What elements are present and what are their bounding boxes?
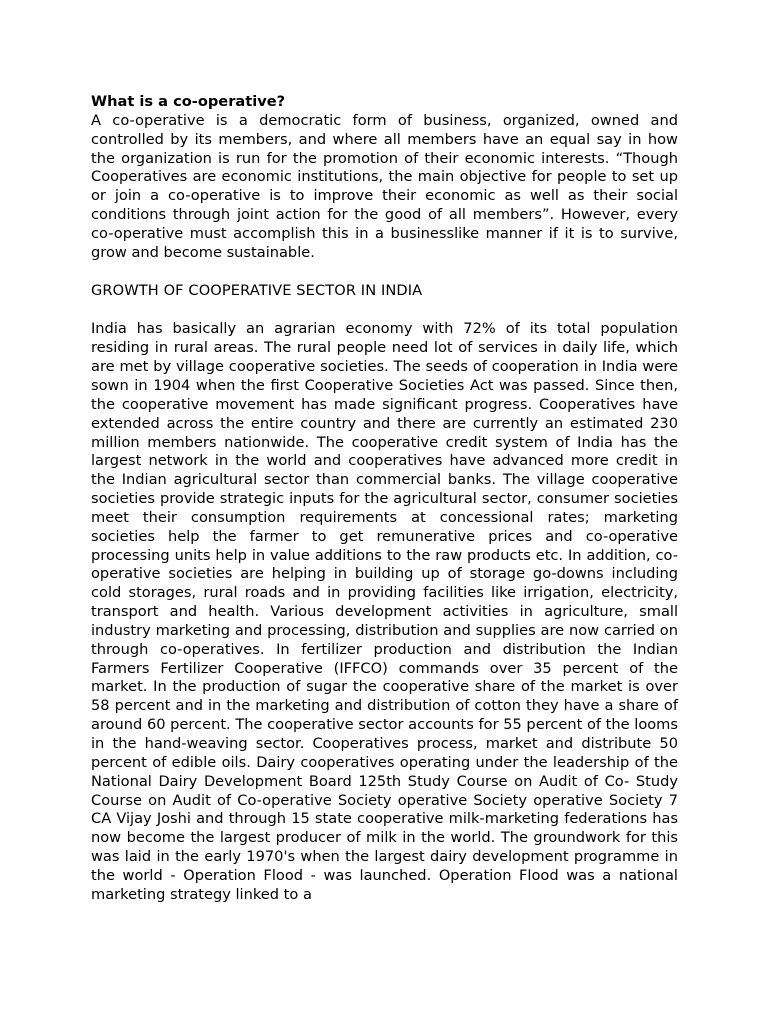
growth-paragraph: India has basically an agrarian economy with 72% of its total population residing in rural areas. The rural people need lot of services in daily life, which are met by village cooperative societies. The seeds of cooperation in India were sown in 1904 when the first Cooperative Societies Act was passed. Since then, the cooperative movement has made significant progress. Cooperatives have extended across the entire country and there are currently an estimated 230 million members nationwide. The cooperative credit system of India has the largest network in the world and cooperatives have advanced more credit in the Indian agricultural sector than commercial banks. The village cooperative societies provide strategic inputs for the agricultural sector, consumer societies meet their consumption requirements at concessional rates; marketing societies help the farmer to get remunerative prices and co-operative processing units help in value additions to the raw products etc. In addition, co-operative societies are helping in building up of storage go-downs including cold storages, rural roads and in providing facilities like irrigation, electricity, transport and health. Various development activities in agriculture, small industry marketing and processing, distribution and supplies are now carried on through co-operatives. In fertilizer production and distribution the Indian Farmers Fertilizer Cooperative (IFFCO) commands over 35 percent of the market. In the production of sugar the cooperative share of the market is over 58 percent and in the marketing and distribution of cotton they have a share of around 60 percent. The cooperative sector accounts for 55 percent of the looms in the hand-weaving sector. Cooperatives process, market and distribute 50 percent of edible oils. Dairy cooperatives operating under the leadership of the National Dairy Development Board 125th Study Course on Audit of Co- Study Course on Audit of Co-operative Society operative Society operative Society 7 CA Vijay Joshi and through 15 state cooperative milk-marketing federations has now become the largest producer of milk in the world. The groundwork for this was laid in the early 1970's when the largest dairy development programme in the world - Operation Flood - was launched. Operation Flood was a national marketing strategy linked to a xyxy=(91,320,678,903)
intro-paragraph: A co-operative is a democratic form of business, organized, owned and controlled by its members, and where all members have an equal say in how the organization is run for the promotion of their economic interests. “Though Cooperatives are economic institutions, the main objective for people to set up or join a co-operative is to improve their economic as well as their social conditions through joint action for the good of all members”. However, every co-operative must accomplish this in a businesslike manner if it is to survive, grow and become sustainable. xyxy=(91,111,678,261)
intro-heading: What is a co-operative? xyxy=(91,93,286,110)
document-page xyxy=(91,93,678,905)
growth-section-title: GROWTH OF COOPERATIVE SECTOR IN INDIA xyxy=(91,281,423,299)
